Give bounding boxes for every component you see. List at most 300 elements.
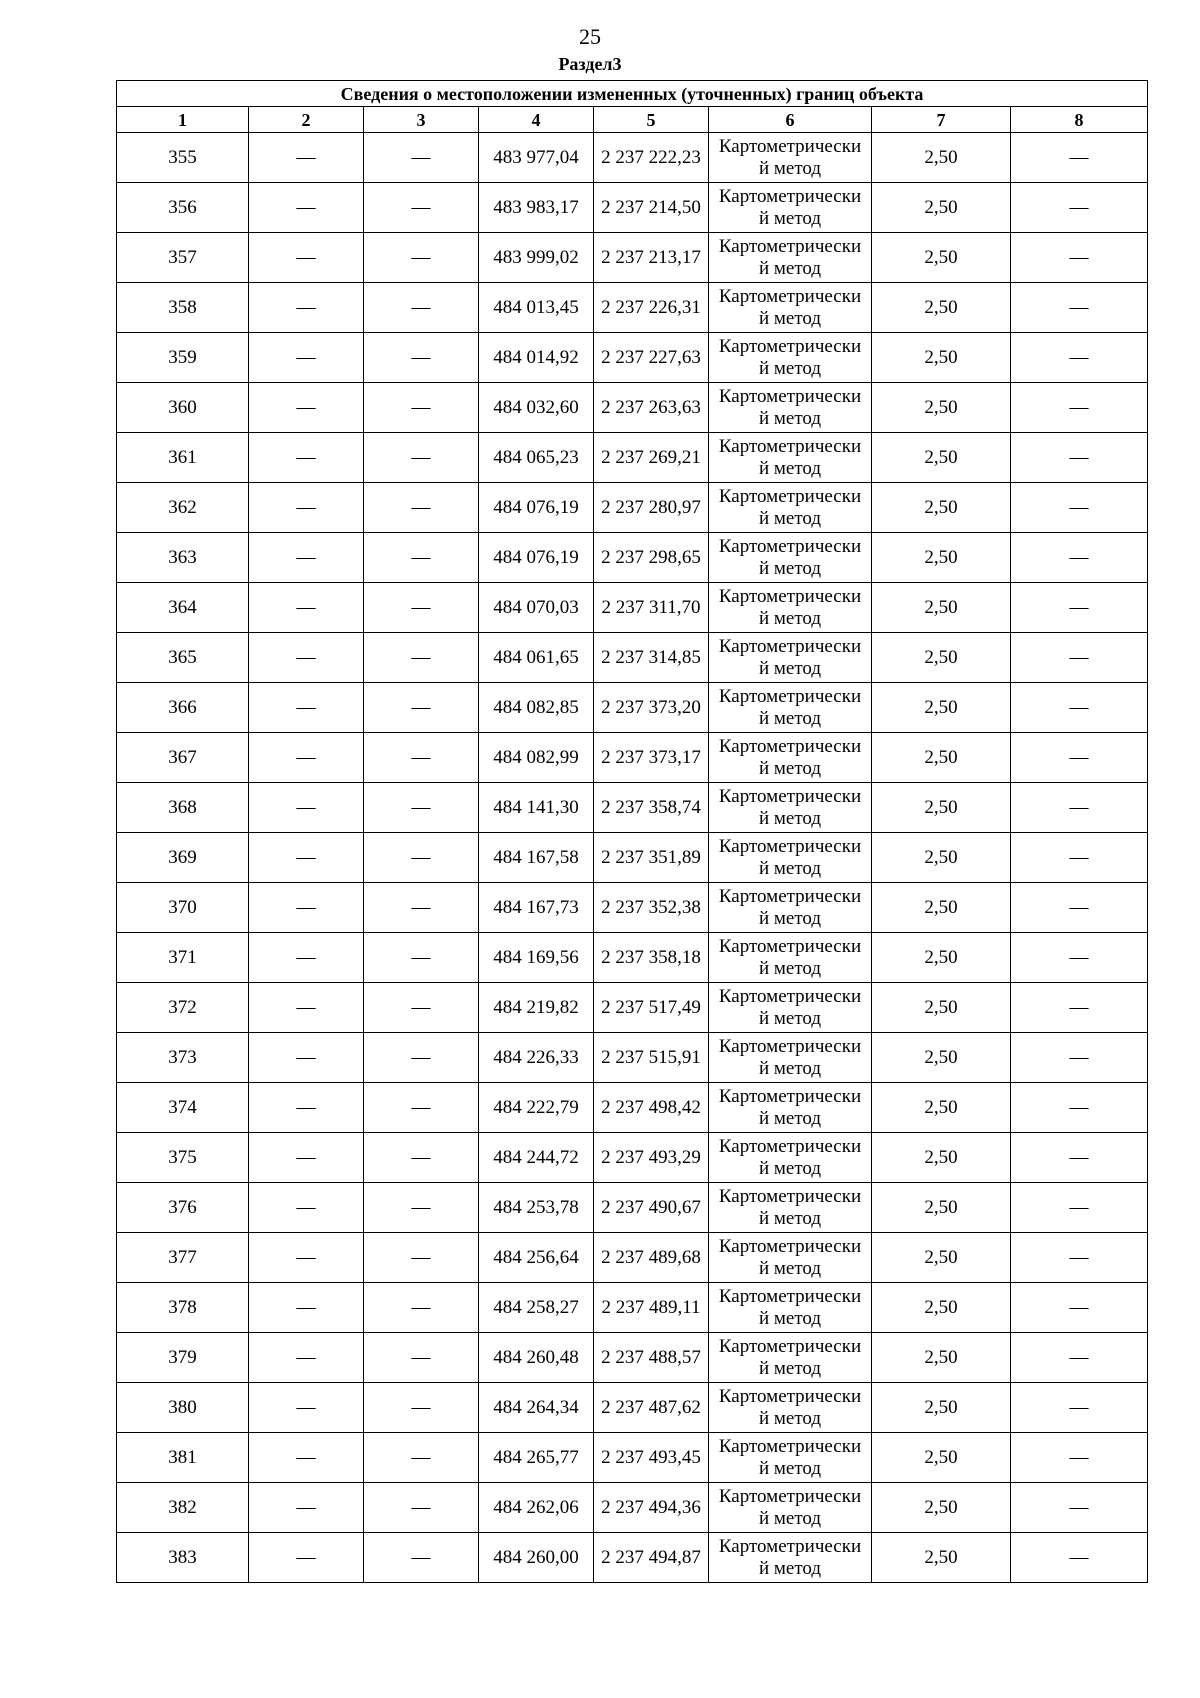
method-line-1: Картометрически <box>718 685 862 707</box>
method-line-1: Картометрически <box>718 1235 862 1257</box>
method-line-2: й метод <box>758 1057 822 1079</box>
method-line-1: Картометрически <box>718 1185 862 1207</box>
table-row <box>117 1133 1148 1183</box>
method-line-1: Картометрически <box>718 235 862 257</box>
table-row <box>117 933 1148 983</box>
method-line-1: Картометрически <box>718 485 862 507</box>
point-number-cell: 356 <box>117 183 249 233</box>
y-coordinate-cell: 2 237 488,57 <box>594 1333 709 1383</box>
column-8-cell: — <box>1011 283 1148 333</box>
y-coordinate-cell: 2 237 373,20 <box>594 683 709 733</box>
method-line-2: й метод <box>758 1507 822 1529</box>
x-coordinate-cell: 484 222,79 <box>479 1083 594 1133</box>
method-line-2: й метод <box>758 507 822 529</box>
table-title: Сведения о местоположении измененных (уточненных) границ объекта <box>117 81 1148 107</box>
point-number-cell: 377 <box>117 1233 249 1283</box>
method-line-2: й метод <box>758 807 822 829</box>
column-3-cell: — <box>364 933 479 983</box>
column-8-cell: — <box>1011 1033 1148 1083</box>
method-cell <box>709 833 872 883</box>
accuracy-cell: 2,50 <box>872 833 1011 883</box>
accuracy-cell: 2,50 <box>872 383 1011 433</box>
x-coordinate-cell: 484 226,33 <box>479 1033 594 1083</box>
table-row <box>117 233 1148 283</box>
x-coordinate-cell: 484 244,72 <box>479 1133 594 1183</box>
table-row <box>117 633 1148 683</box>
table-row <box>117 783 1148 833</box>
column-2-cell: — <box>249 1283 364 1333</box>
method-cell <box>709 433 872 483</box>
table-row <box>117 533 1148 583</box>
column-3-cell: — <box>364 733 479 783</box>
point-number-cell: 383 <box>117 1533 249 1583</box>
table-row <box>117 183 1148 233</box>
x-coordinate-cell: 484 076,19 <box>479 533 594 583</box>
y-coordinate-cell: 2 237 263,63 <box>594 383 709 433</box>
accuracy-cell: 2,50 <box>872 1233 1011 1283</box>
method-line-1: Картометрически <box>718 1285 862 1307</box>
point-number-cell: 379 <box>117 1333 249 1383</box>
accuracy-cell: 2,50 <box>872 233 1011 283</box>
method-line-2: й метод <box>758 557 822 579</box>
x-coordinate-cell: 484 256,64 <box>479 1233 594 1283</box>
column-2-cell: — <box>249 383 364 433</box>
point-number-cell: 369 <box>117 833 249 883</box>
column-3-cell: — <box>364 683 479 733</box>
table-row <box>117 983 1148 1033</box>
column-8-cell: — <box>1011 583 1148 633</box>
column-2-cell: — <box>249 583 364 633</box>
column-2-cell: — <box>249 1083 364 1133</box>
y-coordinate-cell: 2 237 494,36 <box>594 1483 709 1533</box>
column-3-cell: — <box>364 1033 479 1083</box>
y-coordinate-cell: 2 237 351,89 <box>594 833 709 883</box>
column-2-cell: — <box>249 933 364 983</box>
method-cell <box>709 383 872 433</box>
column-3-cell: — <box>364 983 479 1033</box>
accuracy-cell: 2,50 <box>872 183 1011 233</box>
x-coordinate-cell: 484 169,56 <box>479 933 594 983</box>
y-coordinate-cell: 2 237 214,50 <box>594 183 709 233</box>
y-coordinate-cell: 2 237 489,68 <box>594 1233 709 1283</box>
table-row <box>117 283 1148 333</box>
method-line-1: Картометрически <box>718 1135 862 1157</box>
column-header-7: 7 <box>872 107 1011 133</box>
section-title: Раздел3 <box>558 54 622 74</box>
method-line-2: й метод <box>758 1257 822 1279</box>
point-number-cell: 376 <box>117 1183 249 1233</box>
y-coordinate-cell: 2 237 490,67 <box>594 1183 709 1233</box>
method-cell <box>709 1083 872 1133</box>
column-8-cell: — <box>1011 1483 1148 1533</box>
method-line-2: й метод <box>758 907 822 929</box>
column-3-cell: — <box>364 1483 479 1533</box>
method-cell <box>709 1383 872 1433</box>
column-3-cell: — <box>364 1383 479 1433</box>
method-line-1: Картометрически <box>718 935 862 957</box>
column-8-cell: — <box>1011 833 1148 883</box>
y-coordinate-cell: 2 237 493,29 <box>594 1133 709 1183</box>
method-line-1: Картометрически <box>718 385 862 407</box>
method-line-1: Картометрически <box>718 1035 862 1057</box>
x-coordinate-cell: 484 065,23 <box>479 433 594 483</box>
x-coordinate-cell: 484 070,03 <box>479 583 594 633</box>
column-8-cell: — <box>1011 1533 1148 1583</box>
accuracy-cell: 2,50 <box>872 433 1011 483</box>
method-cell <box>709 583 872 633</box>
method-line-1: Картометрически <box>718 185 862 207</box>
x-coordinate-cell: 484 014,92 <box>479 333 594 383</box>
method-line-2: й метод <box>758 1007 822 1029</box>
table-row <box>117 1483 1148 1533</box>
table-row <box>117 1383 1148 1433</box>
column-8-cell: — <box>1011 683 1148 733</box>
method-line-2: й метод <box>758 607 822 629</box>
point-number-cell: 363 <box>117 533 249 583</box>
point-number-cell: 355 <box>117 133 249 183</box>
y-coordinate-cell: 2 237 269,21 <box>594 433 709 483</box>
column-header-6: 6 <box>709 107 872 133</box>
column-2-cell: — <box>249 983 364 1033</box>
column-2-cell: — <box>249 1483 364 1533</box>
method-line-1: Картометрически <box>718 1085 862 1107</box>
x-coordinate-cell: 483 999,02 <box>479 233 594 283</box>
accuracy-cell: 2,50 <box>872 1183 1011 1233</box>
table-row <box>117 133 1148 183</box>
point-number-cell: 364 <box>117 583 249 633</box>
accuracy-cell: 2,50 <box>872 533 1011 583</box>
method-cell <box>709 233 872 283</box>
y-coordinate-cell: 2 237 311,70 <box>594 583 709 633</box>
x-coordinate-cell: 484 082,85 <box>479 683 594 733</box>
accuracy-cell: 2,50 <box>872 633 1011 683</box>
column-8-cell: — <box>1011 533 1148 583</box>
accuracy-cell: 2,50 <box>872 883 1011 933</box>
y-coordinate-cell: 2 237 314,85 <box>594 633 709 683</box>
method-line-1: Картометрически <box>718 335 862 357</box>
method-cell <box>709 783 872 833</box>
column-3-cell: — <box>364 383 479 433</box>
method-line-1: Картометрически <box>718 1535 862 1557</box>
column-2-cell: — <box>249 183 364 233</box>
column-3-cell: — <box>364 1433 479 1483</box>
method-cell <box>709 1333 872 1383</box>
method-cell <box>709 1183 872 1233</box>
column-3-cell: — <box>364 1083 479 1133</box>
point-number-cell: 370 <box>117 883 249 933</box>
column-2-cell: — <box>249 483 364 533</box>
accuracy-cell: 2,50 <box>872 1133 1011 1183</box>
y-coordinate-cell: 2 237 227,63 <box>594 333 709 383</box>
column-3-cell: — <box>364 183 479 233</box>
y-coordinate-cell: 2 237 352,38 <box>594 883 709 933</box>
method-cell <box>709 1533 872 1583</box>
method-line-1: Картометрически <box>718 1335 862 1357</box>
column-2-cell: — <box>249 633 364 683</box>
accuracy-cell: 2,50 <box>872 1033 1011 1083</box>
method-line-2: й метод <box>758 1207 822 1229</box>
x-coordinate-cell: 484 219,82 <box>479 983 594 1033</box>
method-line-2: й метод <box>758 1307 822 1329</box>
column-3-cell: — <box>364 1233 479 1283</box>
y-coordinate-cell: 2 237 493,45 <box>594 1433 709 1483</box>
y-coordinate-cell: 2 237 498,42 <box>594 1083 709 1133</box>
accuracy-cell: 2,50 <box>872 1433 1011 1483</box>
column-header-8: 8 <box>1011 107 1148 133</box>
column-2-cell: — <box>249 333 364 383</box>
table-row <box>117 733 1148 783</box>
y-coordinate-cell: 2 237 222,23 <box>594 133 709 183</box>
method-cell <box>709 883 872 933</box>
column-8-cell: — <box>1011 733 1148 783</box>
column-3-cell: — <box>364 833 479 883</box>
column-3-cell: — <box>364 233 479 283</box>
point-number-cell: 361 <box>117 433 249 483</box>
column-2-cell: — <box>249 683 364 733</box>
x-coordinate-cell: 484 082,99 <box>479 733 594 783</box>
point-number-cell: 373 <box>117 1033 249 1083</box>
method-line-1: Картометрически <box>718 835 862 857</box>
column-3-cell: — <box>364 783 479 833</box>
method-line-2: й метод <box>758 1557 822 1579</box>
method-cell <box>709 1133 872 1183</box>
column-8-cell: — <box>1011 1333 1148 1383</box>
method-line-1: Картометрически <box>718 135 862 157</box>
method-cell <box>709 533 872 583</box>
column-8-cell: — <box>1011 183 1148 233</box>
column-2-cell: — <box>249 833 364 883</box>
method-line-2: й метод <box>758 257 822 279</box>
column-3-cell: — <box>364 483 479 533</box>
column-header-row <box>117 107 1148 133</box>
y-coordinate-cell: 2 237 280,97 <box>594 483 709 533</box>
column-8-cell: — <box>1011 933 1148 983</box>
column-3-cell: — <box>364 583 479 633</box>
method-line-1: Картометрически <box>718 1485 862 1507</box>
table-row <box>117 1533 1148 1583</box>
method-cell <box>709 733 872 783</box>
x-coordinate-cell: 483 983,17 <box>479 183 594 233</box>
x-coordinate-cell: 484 076,19 <box>479 483 594 533</box>
column-2-cell: — <box>249 783 364 833</box>
y-coordinate-cell: 2 237 515,91 <box>594 1033 709 1083</box>
column-8-cell: — <box>1011 1383 1148 1433</box>
method-line-1: Картометрически <box>718 635 862 657</box>
column-3-cell: — <box>364 433 479 483</box>
method-cell <box>709 1483 872 1533</box>
accuracy-cell: 2,50 <box>872 283 1011 333</box>
point-number-cell: 368 <box>117 783 249 833</box>
method-cell <box>709 183 872 233</box>
column-2-cell: — <box>249 1233 364 1283</box>
column-2-cell: — <box>249 883 364 933</box>
column-8-cell: — <box>1011 1133 1148 1183</box>
x-coordinate-cell: 484 167,73 <box>479 883 594 933</box>
method-line-1: Картометрически <box>718 985 862 1007</box>
accuracy-cell: 2,50 <box>872 583 1011 633</box>
x-coordinate-cell: 484 260,00 <box>479 1533 594 1583</box>
column-8-cell: — <box>1011 383 1148 433</box>
method-line-2: й метод <box>758 1357 822 1379</box>
y-coordinate-cell: 2 237 226,31 <box>594 283 709 333</box>
y-coordinate-cell: 2 237 517,49 <box>594 983 709 1033</box>
column-3-cell: — <box>364 633 479 683</box>
column-header-5: 5 <box>594 107 709 133</box>
method-cell <box>709 1283 872 1333</box>
point-number-cell: 359 <box>117 333 249 383</box>
y-coordinate-cell: 2 237 487,62 <box>594 1383 709 1433</box>
table-row <box>117 383 1148 433</box>
point-number-cell: 382 <box>117 1483 249 1533</box>
column-8-cell: — <box>1011 883 1148 933</box>
column-2-cell: — <box>249 1383 364 1433</box>
method-line-2: й метод <box>758 857 822 879</box>
table-body <box>117 133 1148 1583</box>
column-2-cell: — <box>249 1433 364 1483</box>
table-row <box>117 1233 1148 1283</box>
column-3-cell: — <box>364 883 479 933</box>
method-line-2: й метод <box>758 757 822 779</box>
method-cell <box>709 483 872 533</box>
table-row <box>117 1183 1148 1233</box>
column-2-cell: — <box>249 1183 364 1233</box>
method-line-2: й метод <box>758 957 822 979</box>
method-cell <box>709 1033 872 1083</box>
accuracy-cell: 2,50 <box>872 483 1011 533</box>
column-3-cell: — <box>364 1283 479 1333</box>
column-3-cell: — <box>364 1183 479 1233</box>
method-line-1: Картометрически <box>718 1385 862 1407</box>
accuracy-cell: 2,50 <box>872 1383 1011 1433</box>
method-line-2: й метод <box>758 357 822 379</box>
method-line-2: й метод <box>758 457 822 479</box>
table-row <box>117 883 1148 933</box>
column-8-cell: — <box>1011 433 1148 483</box>
column-2-cell: — <box>249 1333 364 1383</box>
column-2-cell: — <box>249 433 364 483</box>
column-8-cell: — <box>1011 1183 1148 1233</box>
y-coordinate-cell: 2 237 489,11 <box>594 1283 709 1333</box>
x-coordinate-cell: 484 264,34 <box>479 1383 594 1433</box>
method-cell <box>709 133 872 183</box>
boundary-points-table <box>116 80 1148 1583</box>
column-3-cell: — <box>364 533 479 583</box>
x-coordinate-cell: 484 265,77 <box>479 1433 594 1483</box>
table-row <box>117 1083 1148 1133</box>
column-2-cell: — <box>249 283 364 333</box>
accuracy-cell: 2,50 <box>872 733 1011 783</box>
column-2-cell: — <box>249 133 364 183</box>
column-8-cell: — <box>1011 783 1148 833</box>
method-line-2: й метод <box>758 307 822 329</box>
method-cell <box>709 283 872 333</box>
x-coordinate-cell: 484 167,58 <box>479 833 594 883</box>
accuracy-cell: 2,50 <box>872 133 1011 183</box>
column-header-3: 3 <box>364 107 479 133</box>
accuracy-cell: 2,50 <box>872 333 1011 383</box>
method-line-1: Картометрически <box>718 585 862 607</box>
method-cell <box>709 333 872 383</box>
table-row <box>117 333 1148 383</box>
point-number-cell: 357 <box>117 233 249 283</box>
column-8-cell: — <box>1011 1433 1148 1483</box>
y-coordinate-cell: 2 237 213,17 <box>594 233 709 283</box>
column-2-cell: — <box>249 1033 364 1083</box>
method-line-1: Картометрически <box>718 535 862 557</box>
y-coordinate-cell: 2 237 358,18 <box>594 933 709 983</box>
column-8-cell: — <box>1011 1083 1148 1133</box>
method-line-1: Картометрически <box>718 735 862 757</box>
table-title-row <box>117 81 1148 107</box>
accuracy-cell: 2,50 <box>872 783 1011 833</box>
y-coordinate-cell: 2 237 358,74 <box>594 783 709 833</box>
point-number-cell: 380 <box>117 1383 249 1433</box>
accuracy-cell: 2,50 <box>872 1533 1011 1583</box>
column-header-1: 1 <box>117 107 249 133</box>
table-row <box>117 583 1148 633</box>
point-number-cell: 371 <box>117 933 249 983</box>
column-header-4: 4 <box>479 107 594 133</box>
method-line-2: й метод <box>758 707 822 729</box>
method-line-1: Картометрически <box>718 1435 862 1457</box>
column-2-cell: — <box>249 733 364 783</box>
x-coordinate-cell: 484 260,48 <box>479 1333 594 1383</box>
accuracy-cell: 2,50 <box>872 1333 1011 1383</box>
point-number-cell: 367 <box>117 733 249 783</box>
accuracy-cell: 2,50 <box>872 1083 1011 1133</box>
method-cell <box>709 933 872 983</box>
table-row <box>117 833 1148 883</box>
method-line-1: Картометрически <box>718 285 862 307</box>
method-cell <box>709 1233 872 1283</box>
column-3-cell: — <box>364 133 479 183</box>
method-line-2: й метод <box>758 407 822 429</box>
page-number: 25 <box>579 24 601 49</box>
accuracy-cell: 2,50 <box>872 683 1011 733</box>
x-coordinate-cell: 483 977,04 <box>479 133 594 183</box>
column-8-cell: — <box>1011 633 1148 683</box>
point-number-cell: 375 <box>117 1133 249 1183</box>
column-8-cell: — <box>1011 233 1148 283</box>
column-3-cell: — <box>364 1533 479 1583</box>
point-number-cell: 372 <box>117 983 249 1033</box>
point-number-cell: 362 <box>117 483 249 533</box>
column-8-cell: — <box>1011 983 1148 1033</box>
accuracy-cell: 2,50 <box>872 933 1011 983</box>
column-3-cell: — <box>364 1133 479 1183</box>
method-cell <box>709 983 872 1033</box>
accuracy-cell: 2,50 <box>872 983 1011 1033</box>
accuracy-cell: 2,50 <box>872 1483 1011 1533</box>
column-8-cell: — <box>1011 333 1148 383</box>
method-line-2: й метод <box>758 207 822 229</box>
point-number-cell: 374 <box>117 1083 249 1133</box>
y-coordinate-cell: 2 237 298,65 <box>594 533 709 583</box>
column-3-cell: — <box>364 333 479 383</box>
x-coordinate-cell: 484 262,06 <box>479 1483 594 1533</box>
x-coordinate-cell: 484 258,27 <box>479 1283 594 1333</box>
column-8-cell: — <box>1011 1233 1148 1283</box>
method-line-2: й метод <box>758 157 822 179</box>
method-cell <box>709 633 872 683</box>
method-line-1: Картометрически <box>718 885 862 907</box>
column-8-cell: — <box>1011 483 1148 533</box>
table-row <box>117 433 1148 483</box>
column-8-cell: — <box>1011 1283 1148 1333</box>
x-coordinate-cell: 484 032,60 <box>479 383 594 433</box>
table-row <box>117 483 1148 533</box>
column-2-cell: — <box>249 233 364 283</box>
